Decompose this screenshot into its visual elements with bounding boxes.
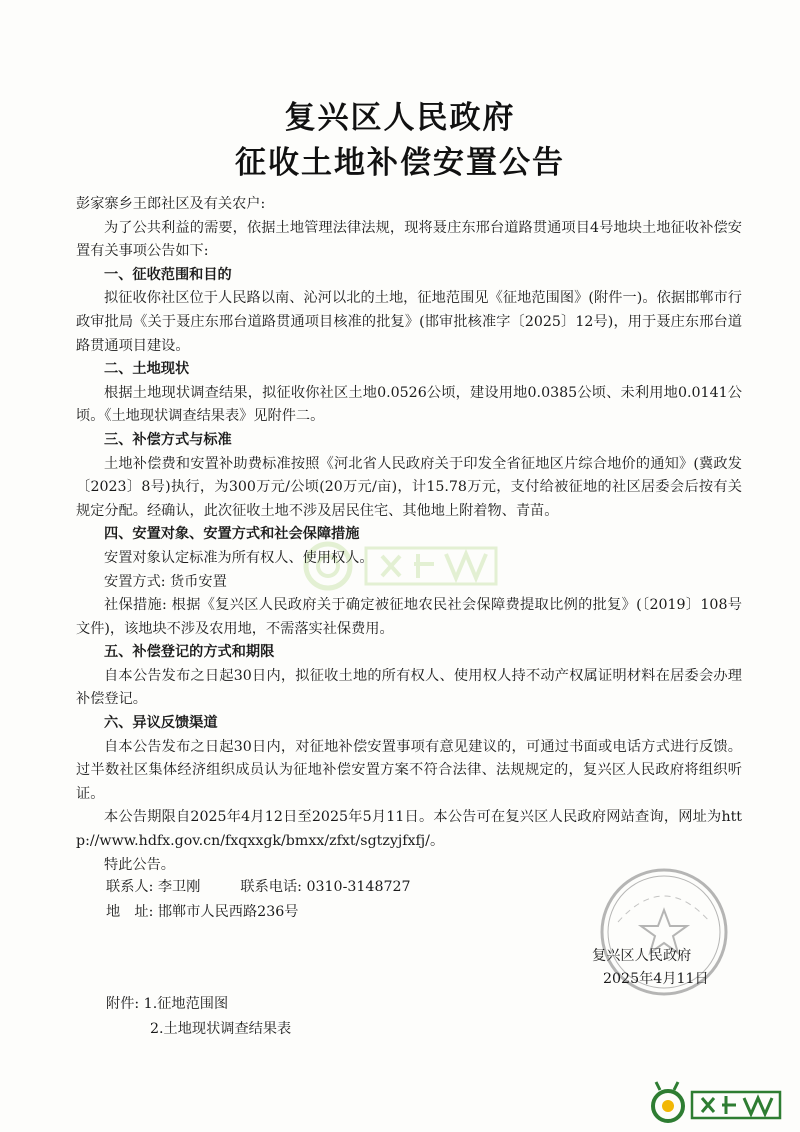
section-4-eligibility: 安置对象认定标准为所有权人、使用权人。 — [104, 549, 374, 566]
section-3-heading: 三、补偿方式与标准 — [104, 431, 232, 448]
notice-body — [76, 193, 742, 877]
section-6-text: 自本公告发布之日起30日内，对征地补偿安置事项有意见建议的，可通过书面或电话方式进行反馈。过半数社区集体经济组织成员认为征地补偿安置方案不符合法律、法规规定的，复兴区人民政府将组织听证。 — [76, 738, 742, 802]
notice-title: 征收土地补偿安置公告 — [235, 145, 565, 181]
section-6-heading: 六、异议反馈渠道 — [104, 715, 218, 732]
contact-person: 联系人: 李卫刚 — [106, 879, 201, 895]
section-5-text: 自本公告发布之日起30日内，拟征收土地的所有权人、使用权人持不动产权属证明材料在居委会办理补偿登记。 — [76, 667, 742, 708]
section-1-heading: 一、征收范围和目的 — [104, 266, 232, 283]
site-logo-icon — [648, 1080, 788, 1128]
section-4-heading: 四、安置对象、安置方式和社会保障措施 — [104, 526, 360, 543]
notice-period: 本公告期限自2025年4月12日至2025年5月11日。本公告可在复兴区人民政府网站查询，网址为http://www.hdfx.gov.cn/fxqxxgk/bmxx/zfxt/sgtzyjfxfj/。 — [76, 809, 742, 850]
section-2-heading: 二、土地现状 — [104, 361, 190, 378]
section-4-method: 安置方式: 货币安置 — [104, 573, 227, 590]
addressee: 彭家寨乡王郎社区及有关农户: — [76, 196, 266, 212]
contact-line — [106, 876, 411, 898]
contact-address: 地 址: 邯郸市人民西路236号 — [106, 904, 299, 920]
section-5-heading: 五、补偿登记的方式和期限 — [104, 644, 275, 661]
section-3-text: 土地补偿费和安置补助费标准按照《河北省人民政府关于印发全省征地区片综合地价的通知》(冀政发〔2023〕8号)执行，为300万元/公顷(20万元/亩)，计15.78万元，支付给被征地的社区居委会后按有关规定分配。经确认，此次征收土地不涉及居民住宅、其他地上附着物、青苗。 — [76, 455, 742, 519]
attachment-item-1: 附件: 1.征地范围图 — [106, 996, 229, 1012]
issuer-title: 复兴区人民政府 — [284, 100, 516, 136]
section-4-social-security: 社保措施: 根据《复兴区人民政府关于确定被征地农民社会保障费提取比例的批复》(〔2019〕108号文件)，该地块不涉及农用地，不需落实社保费用。 — [76, 597, 742, 637]
intro-paragraph: 为了公共利益的需要，依据土地管理法律法规，现将聂庄东邢台道路贯通项目4号地块土地征收补偿安置有关事项公告如下: — [76, 219, 742, 260]
signing-date: 2025年4月11日 — [603, 971, 709, 987]
contact-phone: 联系电话: 0310-3148727 — [240, 879, 411, 895]
closing-line: 特此公告。 — [104, 856, 175, 873]
signing-authority: 复兴区人民政府 — [592, 948, 692, 964]
attachment-item-2: 2.土地现状调查结果表 — [150, 1021, 292, 1037]
section-1-text: 拟征收你社区位于人民路以南、沁河以北的土地，征地范围见《征地范围图》(附件一)。依据邯郸市行政审批局《关于聂庄东邢台道路贯通项目核准的批复》(邯审批核准字〔2025〕12号)，用于聂庄东邢台道路贯通项目建设。 — [76, 290, 742, 354]
section-2-text: 根据土地现状调查结果，拟征收你社区土地0.0526公顷，建设用地0.0385公顷、未利用地0.0141公顷。《土地现状调查结果表》见附件二。 — [76, 384, 742, 425]
